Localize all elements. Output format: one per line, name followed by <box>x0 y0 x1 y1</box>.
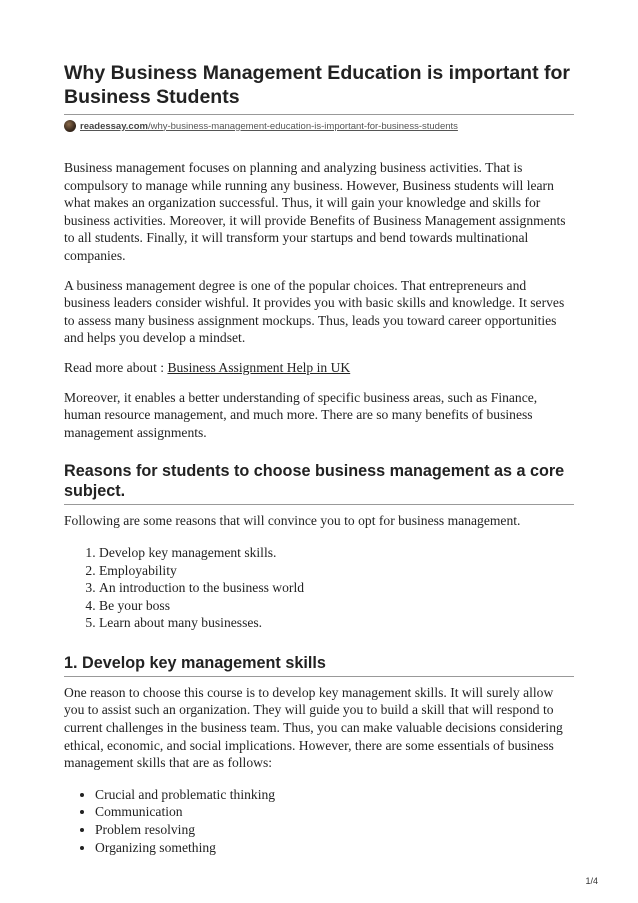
read-more-prefix: Read more about : <box>64 359 168 375</box>
list-item: • Organizing something <box>95 839 574 857</box>
moreover-paragraph: Moreover, it enables a better understanding of specific business areas, such as Finance, human resource management, and much more. There are so many benefits of business management assignments. <box>64 389 538 440</box>
intro-paragraph-1: Business management focuses on planning and analyzing business activities. That is compulsory to manage while running any business. However, Business students will learn what makes an organization successful. Thus, it will gain your knowledge and skills for business activities. Moreover, it will provide Benefits of Business Management assignments to all students. Finally, it will transform your startups and bend towards multinational companies. <box>64 160 566 263</box>
list-item: • Communication <box>95 803 574 821</box>
reasons-intro: Following are some reasons that will convince you to opt for business management. <box>64 513 521 529</box>
source-domain: readessay.com <box>80 120 148 132</box>
skills-heading: 1. Develop key management skills <box>64 653 574 677</box>
list-item: 5. Learn about many businesses. <box>99 614 574 632</box>
list-item: 2. Employability <box>99 562 574 580</box>
reasons-list <box>64 544 574 632</box>
list-item: 1. Develop key management skills. <box>99 544 574 562</box>
document-page <box>64 0 574 856</box>
read-more-line <box>64 359 574 377</box>
source-url-link[interactable] <box>80 121 458 132</box>
source-line <box>64 119 574 133</box>
reasons-heading: Reasons for students to choose business management as a core subject. <box>64 461 574 505</box>
intro-paragraph-2: A business management degree is one of the popular choices. That entrepreneurs and business leaders consider wishful. It provides you with basic skills and knowledge. It serves to assess many business assignment mockups. Thus, leads you toward career opportunities and helps you develop a mindset. <box>64 277 565 346</box>
page-number: 1/4 <box>585 876 598 886</box>
skills-bullet-list <box>64 786 574 856</box>
business-assignment-help-link[interactable]: Business Assignment Help in UK <box>167 359 351 375</box>
list-item: • Crucial and problematic thinking <box>95 786 574 804</box>
site-favicon-icon <box>64 120 76 132</box>
source-path: /why-business-management-education-is-important-for-business-students <box>147 120 458 132</box>
list-item: • Problem resolving <box>95 821 574 839</box>
list-item: 4. Be your boss <box>99 597 574 615</box>
list-item: 3. An introduction to the business world <box>99 579 574 597</box>
skills-paragraph: One reason to choose this course is to develop key management skills. It will surely allow you to assist such an organization. They will guide you to build a skill that will respond to current challenges in the business team. Thus, you can make valuable decisions considering ethical, economic, and social implications. However, there are some essentials of business management skills that are as follows: <box>64 684 563 771</box>
page-title: Why Business Management Education is important for Business Students <box>64 0 574 115</box>
